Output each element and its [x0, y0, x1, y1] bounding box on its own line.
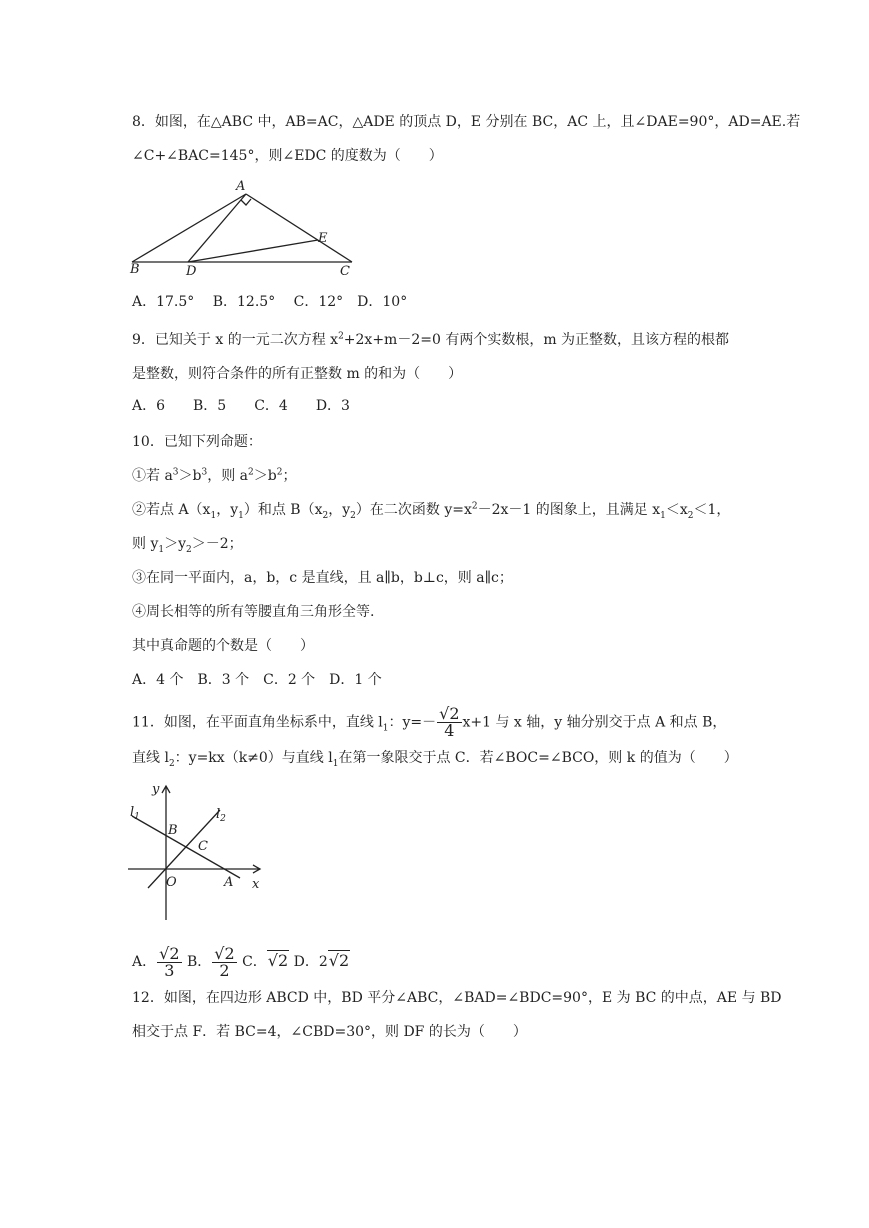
label: l: [130, 805, 135, 820]
option-c-label: C．: [242, 954, 267, 970]
fraction-denominator: 4: [444, 721, 455, 740]
text: ＞b: [253, 468, 277, 484]
q11-options: [132, 944, 350, 979]
q11-line1: [132, 706, 726, 739]
q10-question: 其中真命题的个数是（ ）: [132, 638, 314, 654]
numerator: √2: [159, 943, 180, 963]
q9-options: A．6 B．5 C．4 D．3: [132, 398, 350, 414]
text: ＞－2；: [191, 536, 243, 552]
numerator: √2: [214, 943, 235, 963]
text: ，y: [216, 502, 239, 518]
option-a-label: A．: [132, 954, 157, 970]
text: ）在二次函数 y=x: [355, 502, 472, 518]
q8-label-e: E: [318, 231, 328, 246]
q11-coordinate-figure: [128, 780, 268, 922]
q10-proposition-2-cont: [132, 534, 243, 554]
q10-stem: 10．已知下列命题：: [132, 434, 262, 450]
text: ）和点 B（x: [243, 502, 323, 518]
q11-label-a: A: [224, 875, 234, 890]
sub: 2: [168, 758, 175, 769]
sup: 3: [172, 467, 179, 478]
q12-line2: 相交于点 F．若 BC=4，∠CBD=30°，则 DF 的长为（ ）: [132, 1024, 527, 1040]
q8-label-a: A: [236, 179, 246, 194]
text: ，y: [328, 502, 351, 518]
q8-options: A．17.5° B．12.5° C．12° D．10°: [132, 294, 408, 310]
sub: 2: [186, 544, 192, 555]
fraction: [437, 706, 461, 739]
sub: 1: [158, 544, 165, 555]
option-b-label: B．: [186, 954, 212, 970]
sup: 2: [471, 501, 478, 512]
q9-line2: 是整数，则符合条件的所有正整数 m 的和为（ ）: [132, 366, 463, 382]
q11-label-y: y: [152, 782, 160, 797]
q10-proposition-4: ④周长相等的所有等腰直角三角形全等.: [132, 604, 375, 620]
text: 在第一象限交于点 C．若∠BOC=∠BCO，则 k 的值为（ ）: [338, 750, 738, 766]
option-b-fraction: [212, 943, 236, 980]
q11-label-o: O: [166, 875, 177, 890]
q11-label-l2: [216, 807, 226, 824]
q9-line1: [132, 330, 729, 350]
q8-label-c: C: [340, 264, 350, 279]
q11-label-x: x: [252, 877, 260, 892]
sub: 2: [350, 510, 356, 521]
q11-line2: [132, 748, 738, 768]
sub: 2: [687, 510, 694, 521]
label-sub: 2: [220, 814, 226, 824]
sub: 1: [332, 758, 339, 769]
q11-label-l1: [130, 805, 140, 822]
option-d-label: D．: [293, 954, 319, 970]
q8-triangle-figure: [128, 178, 360, 280]
text: ＜x: [665, 502, 688, 518]
label-sub: 1: [134, 812, 140, 822]
sub: 2: [322, 510, 329, 521]
text: ②若点 A（x: [132, 502, 211, 518]
q12-line1: 12．如图，在四边形 ABCD 中，BD 平分∠ABC，∠BAD=∠BDC=90°，E 为 BC 的中点，AE 与 BD: [132, 990, 782, 1006]
q8-line2: ∠C+∠BAC=145°，则∠EDC 的度数为（ ）: [132, 148, 443, 164]
sub: 1: [660, 510, 666, 521]
q9-text: +2x+m－2=0 有两个实数根，m 为正整数，且该方程的根都: [343, 332, 730, 348]
sub: 1: [382, 723, 389, 734]
sup: 2: [248, 467, 254, 478]
q8-line1: 8．如图，在△ABC 中，AB=AC，△ADE 的顶点 D，E 分别在 BC，AC 上，且∠DAE=90°，AD=AE.若: [132, 114, 801, 130]
q8-label-d: D: [186, 264, 197, 279]
q9-text: 9．已知关于 x 的一元二次方程 x: [132, 332, 339, 348]
sup: 2: [276, 467, 283, 478]
text: x+1 与 x 轴，y 轴分别交于点 A 和点 B，: [462, 714, 727, 731]
option-c-value: √2: [267, 951, 289, 970]
sub: 1: [210, 510, 217, 521]
q11-label-c: C: [198, 839, 208, 854]
q10-proposition-3: ③在同一平面内，a，b，c 是直线，且 a∥b，b⊥c，则 a∥c；: [132, 570, 513, 586]
q11-label-b: B: [168, 823, 178, 838]
text: ＞y: [164, 536, 187, 552]
denominator: 2: [219, 960, 230, 980]
q10-proposition-2: [132, 500, 730, 520]
fraction-numerator: √2: [439, 704, 460, 723]
denominator: 3: [164, 960, 175, 980]
text: 直线 l: [132, 750, 169, 766]
sub: 1: [238, 510, 244, 521]
text: ：y=－: [388, 714, 437, 731]
text: －2x－1 的图象上，且满足 x: [477, 502, 661, 518]
label: l: [216, 807, 221, 822]
text: ＜1，: [693, 502, 731, 518]
text: 11．如图，在平面直角坐标系中，直线 l: [132, 714, 383, 731]
sup: 3: [201, 467, 208, 478]
text: ；: [282, 468, 297, 484]
q9-sup: 2: [338, 331, 344, 342]
q10-options: A．4 个 B．3 个 C．2 个 D．1 个: [132, 672, 382, 688]
text: ①若 a: [132, 468, 173, 484]
option-d-value: √2: [328, 951, 350, 970]
q8-label-b: B: [130, 262, 140, 277]
q10-proposition-1: [132, 466, 296, 486]
text: ，则 a: [207, 468, 249, 484]
option-a-fraction: [157, 943, 181, 980]
option-d-coefficient: 2: [318, 954, 328, 970]
text: ：y=kx（k≠0）与直线 l: [174, 750, 333, 766]
text: ＞b: [178, 468, 202, 484]
text: 则 y: [132, 536, 159, 552]
